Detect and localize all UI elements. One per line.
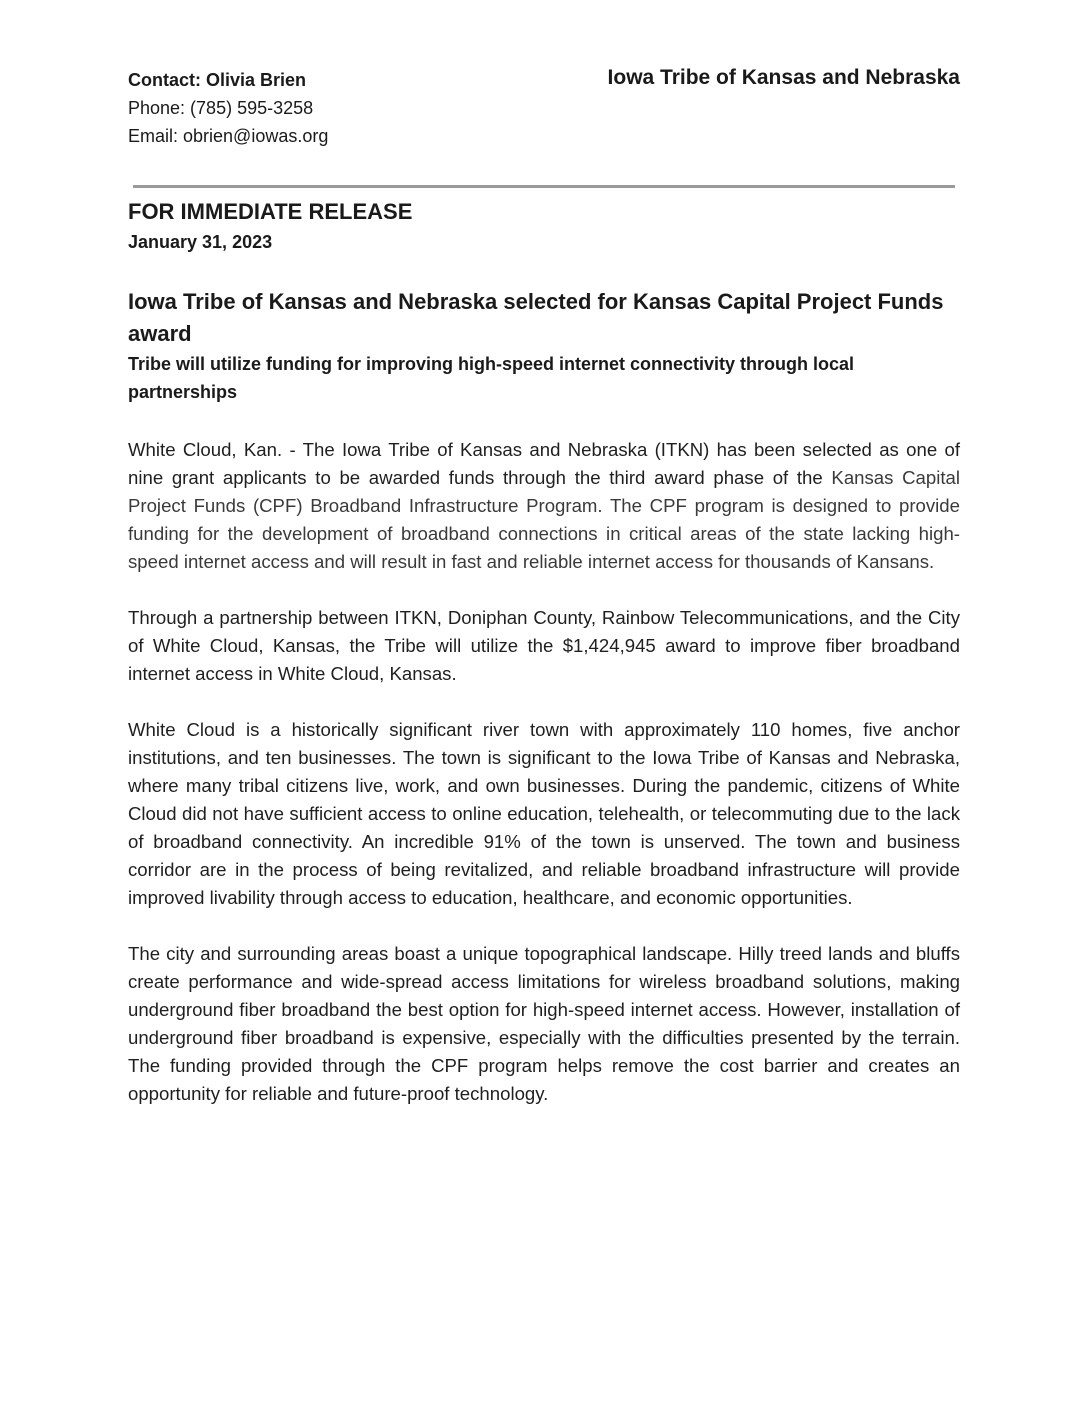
headline-block	[128, 286, 960, 406]
paragraph-1-start: White Cloud, Kan. - The Iowa Tribe of Kansas and Nebraska (ITKN) has been selected as one of nine grant applicants to be awarded funds through the third award phase of the	[128, 439, 960, 488]
release-label: FOR IMMEDIATE RELEASE	[128, 199, 413, 224]
contact-name: Contact: Olivia Brien	[128, 70, 307, 90]
contact-block	[128, 66, 328, 150]
headline-title: Iowa Tribe of Kansas and Nebraska selected for Kansas Capital Project Funds award	[128, 289, 944, 346]
paragraph-2: Through a partnership between ITKN, Doniphan County, Rainbow Telecommunications, and the City of White Cloud, Kansas, the Tribe will utilize the $1,424,945 award to improve fiber broadband internet access in White Cloud, Kansas.	[128, 607, 960, 684]
paragraph-1	[128, 436, 960, 576]
organization-name: Iowa Tribe of Kansas and Nebraska	[607, 66, 960, 89]
divider-rule	[133, 185, 955, 188]
contact-phone: Phone: (785) 595-3258	[128, 98, 314, 118]
contact-email: Email: obrien@iowas.org	[128, 126, 329, 146]
release-block	[128, 196, 960, 256]
paragraph-1-rest: Kansas Capital Project Funds (CPF) Broadband Infrastructure Program. The CPF program is designed to provide funding for the development of broadband connections in critical areas of the state lacking high-speed internet access and will result in fast and reliable internet access for thousands of Kansans.	[128, 467, 960, 572]
paragraph-4: The city and surrounding areas boast a unique topographical landscape. Hilly treed lands and bluffs create performance and wide-spread access limitations for wireless broadband solutions, making underground fiber broadband the best option for high-speed internet access. However, installation of underground fiber broadband is expensive, especially with the difficulties presented by the terrain. The funding provided through the CPF program helps remove the cost barrier and creates an opportunity for reliable and future-proof technology.	[128, 943, 960, 1104]
headline-subtitle: Tribe will utilize funding for improving high-speed internet connectivity through local partnerships	[128, 354, 855, 402]
header	[128, 66, 960, 156]
paragraph-3: White Cloud is a historically significant river town with approximately 110 homes, five anchor institutions, and ten businesses. The town is significant to the Iowa Tribe of Kansas and Nebraska, where many tribal citizens live, work, and own businesses. During the pandemic, citizens of White Cloud did not have sufficient access to online education, telehealth, or telecommuting due to the lack of broadband connectivity. An incredible 91% of the town is unserved. The town and business corridor are in the process of being revitalized, and reliable broadband infrastructure will provide improved livability through access to education, healthcare, and economic opportunities.	[128, 719, 960, 908]
release-date: January 31, 2023	[128, 232, 273, 252]
article-body	[128, 436, 960, 1136]
